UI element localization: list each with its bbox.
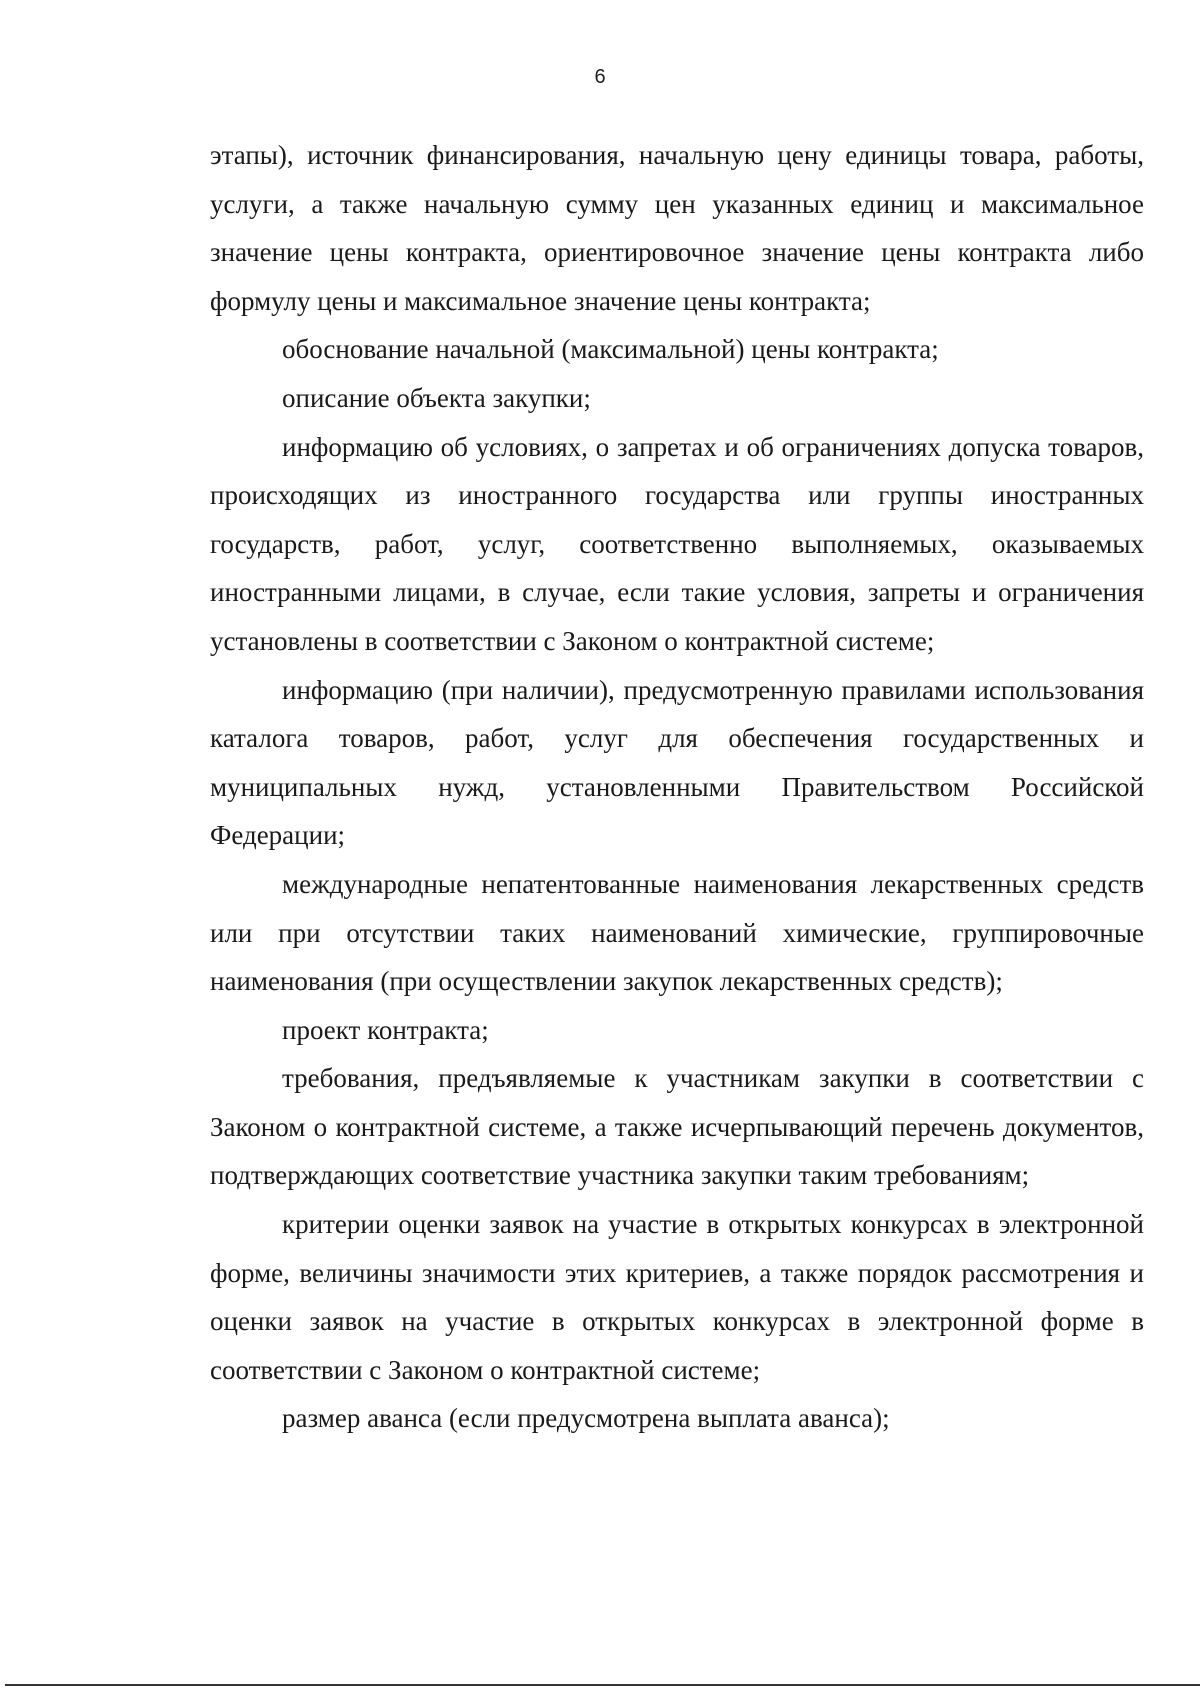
paragraph-advance-payment: размер аванса (если предусмотрена выплата аванса); — [282, 1403, 890, 1434]
paragraph-funding-source: этапы), источник финансирования, начальную цену единицы товара, работы, услуги, а также начальную сумму цен указанных единиц и максимальное значение цены контракта, ориентировочное значение цены контракта либо формулу цены и максимальное значение цены контракта; — [210, 140, 1144, 316]
document-body — [210, 131, 1144, 1443]
paragraph-catalog-information: информацию (при наличии), предусмотренную правилами использования каталога товаров, работ, услуг для обеспечения государственных и муниципальных нужд, установленными Правительством Российской Федерации; — [210, 674, 1144, 851]
paragraph-price-justification: обоснование начальной (максимальной) цены контракта; — [282, 334, 939, 365]
page-bottom-rule — [5, 1684, 1200, 1686]
paragraph-procurement-object: описание объекта закупки; — [282, 382, 591, 413]
page-number: 6 — [594, 66, 606, 88]
paragraph-evaluation-criteria: критерии оценки заявок на участие в открытых конкурсах в электронной форме, величины значимости этих критериев, а также порядок рассмотрения и оценки заявок на участие в открытых конкурсах в электронной форме в соответствии с Законом о контрактной системе; — [210, 1209, 1144, 1385]
paragraph-foreign-goods-restrictions: информацию об условиях, о запретах и об ограничениях допуска товаров, происходящих из иностранного государства или группы иностранных государств, работ, услуг, соответственно выполняемых, оказываемых иностранными лицами, в случае, если такие условия, запреты и ограничения установлены в соответствии с Законом о контрактной системе; — [210, 431, 1144, 656]
paragraph-drug-names: международные непатентованные наименования лекарственных средств или при отсутствии таких наименований химические, группировочные наименования (при осуществлении закупок лекарственных средств); — [210, 868, 1144, 997]
paragraph-contract-draft: проект контракта; — [282, 1014, 489, 1045]
paragraph-participant-requirements: требования, предъявляемые к участникам закупки в соответствии с Законом о контрактной системе, а также исчерпывающий перечень документов, подтверждающих соответствие участника закупки таким требованиям; — [210, 1063, 1144, 1191]
